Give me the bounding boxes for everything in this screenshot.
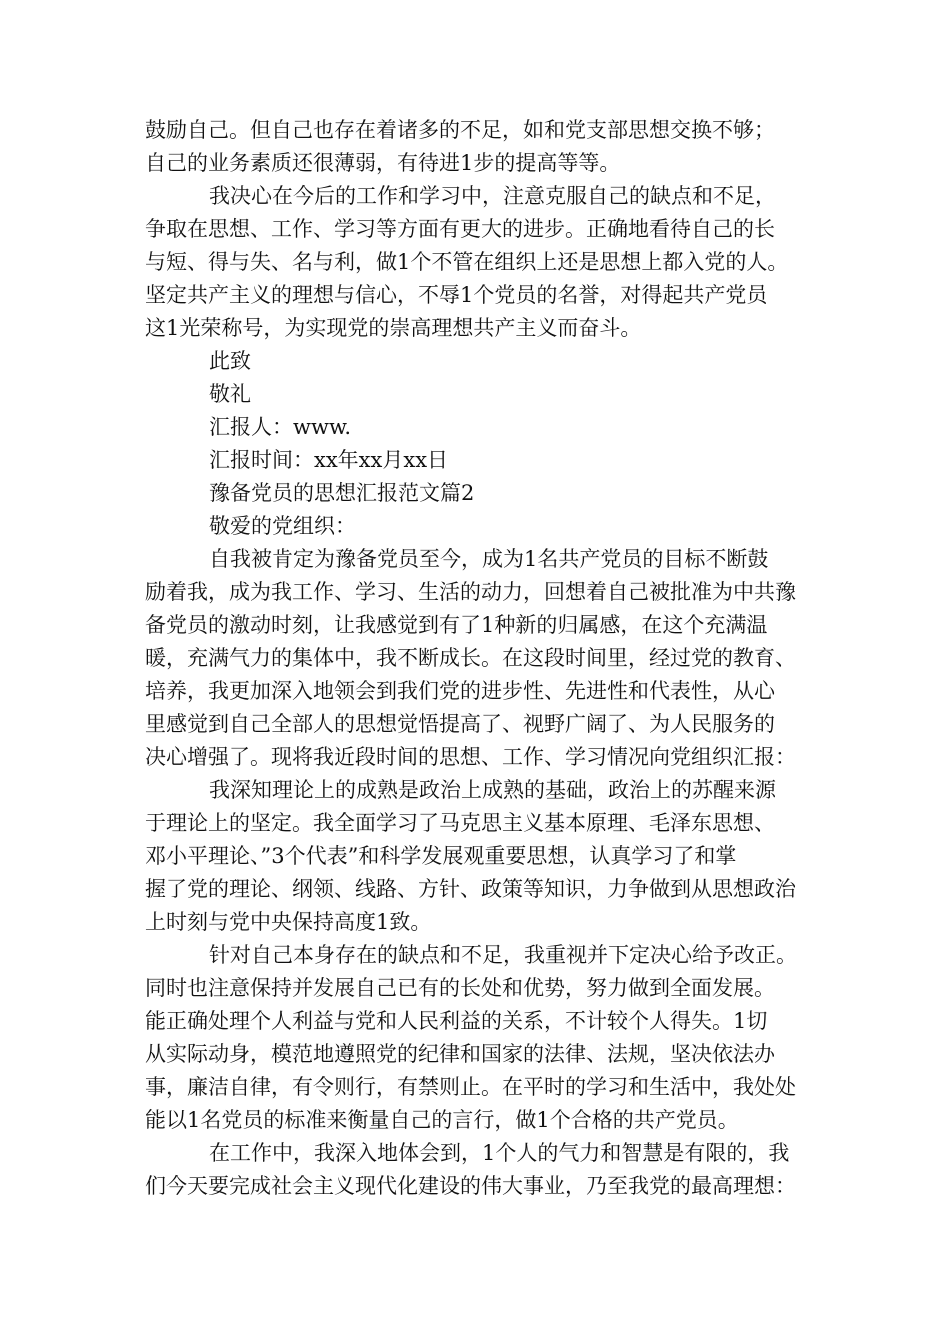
text-line: 我深知理论上的成熟是政治上成熟的基础，政治上的苏醒来源 bbox=[209, 778, 776, 802]
text-line: 针对自己本身存在的缺点和不足，我重视并下定决心给予改正。 bbox=[209, 943, 797, 967]
text-line: 与短、得与失、名与利，做1个不管在组织上还是思想上都入党的人。 bbox=[145, 250, 789, 274]
text-line: 此致 bbox=[209, 349, 251, 373]
text-line: 同时也注意保持并发展自己已有的长处和优势，努力做到全面发展。 bbox=[145, 976, 775, 1000]
text-line: 敬礼 bbox=[209, 382, 251, 406]
text-line: 暖，充满气力的集体中，我不断成长。在这段时间里，经过党的教育、 bbox=[145, 646, 796, 670]
text-line: 励着我，成为我工作、学习、生活的动力，回想着自己被批准为中共豫 bbox=[145, 580, 796, 604]
text-line: 争取在思想、工作、学习等方面有更大的进步。正确地看待自己的长 bbox=[145, 217, 775, 241]
text-line: 坚定共产主义的理想与信心，不辱1个党员的名誉，对得起共产党员 bbox=[145, 283, 768, 307]
text-line: 能正确处理个人利益与党和人民利益的关系，不计较个人得失。1切 bbox=[145, 1009, 768, 1033]
text-line: 决心增强了。现将我近段时间的思想、工作、学习情况向党组织汇报： bbox=[145, 745, 796, 769]
text-line: 里感觉到自己全部人的思想觉悟提高了、视野广阔了、为人民服务的 bbox=[145, 712, 775, 736]
text-line: 自己的业务素质还很薄弱，有待进1步的提高等等。 bbox=[145, 151, 621, 175]
text-line: 鼓励自己。但自己也存在着诸多的不足，如和党支部思想交换不够； bbox=[145, 118, 775, 142]
text-line: 豫备党员的思想汇报范文篇2 bbox=[209, 481, 475, 505]
text-line: 在工作中，我深入地体会到，1个人的气力和智慧是有限的，我 bbox=[209, 1141, 790, 1165]
text-line: 能以1名党员的标准来衡量自己的言行，做1个合格的共产党员。 bbox=[145, 1108, 739, 1132]
text-line: 这1光荣称号，为实现党的崇高理想共产主义而奋斗。 bbox=[145, 316, 642, 340]
text-line: 从实际动身，模范地遵照党的纪律和国家的法律、法规，坚决依法办 bbox=[145, 1042, 775, 1066]
text-line: 邓小平理论、”3个代表”和科学发展观重要思想，认真学习了和掌 bbox=[145, 844, 737, 868]
text-line: 握了党的理论、纲领、线路、方针、政策等知识，力争做到从思想政治 bbox=[145, 877, 796, 901]
text-line: 培养，我更加深入地领会到我们党的进步性、先进性和代表性，从心 bbox=[145, 679, 775, 703]
text-line: 上时刻与党中央保持高度1致。 bbox=[145, 910, 432, 934]
text-line: 汇报人：www. bbox=[209, 415, 352, 439]
text-line: 于理论上的坚定。我全面学习了马克思主义基本原理、毛泽东思想、 bbox=[145, 811, 775, 835]
document-body bbox=[145, 114, 835, 1203]
text-line: 们今天要完成社会主义现代化建设的伟大事业，乃至我党的最高理想： bbox=[145, 1174, 796, 1198]
text-line: 我决心在今后的工作和学习中，注意克服自己的缺点和不足， bbox=[209, 184, 776, 208]
text-line: 备党员的激动时刻，让我感觉到有了1种新的归属感，在这个充满温 bbox=[145, 613, 768, 637]
text-line: 事，廉洁自律，有令则行，有禁则止。在平时的学习和生活中，我处处 bbox=[145, 1075, 796, 1099]
text-line: 自我被肯定为豫备党员至今，成为1名共产党员的目标不断鼓 bbox=[209, 547, 769, 571]
text-line: 敬爱的党组织： bbox=[209, 514, 356, 538]
text-line: 汇报时间：xx年xx月xx日 bbox=[209, 448, 449, 472]
